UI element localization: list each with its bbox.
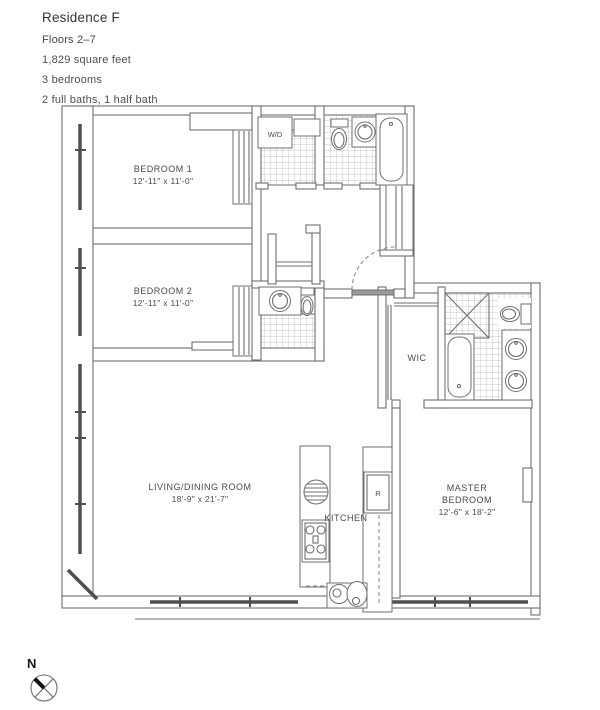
north-compass <box>27 656 57 701</box>
bathtub <box>445 334 474 400</box>
room-wic <box>408 353 427 363</box>
compass-needle <box>35 679 44 688</box>
room-master-bedroom <box>439 483 496 517</box>
floors-line: Floors 2–7 <box>42 34 96 46</box>
kitchen-sink <box>327 582 367 609</box>
wic-rods <box>388 303 438 400</box>
room-living-dining <box>148 482 251 504</box>
refrigerator <box>364 472 392 513</box>
double-vanity <box>502 330 531 400</box>
svg-text:BEDROOM: BEDROOM <box>441 495 493 505</box>
half-bath <box>259 287 314 316</box>
residence-title: Residence F <box>42 10 120 25</box>
linen-closet <box>386 185 413 250</box>
north-label: N <box>27 656 37 671</box>
svg-text:18'-9" x 21'-7": 18'-9" x 21'-7" <box>171 494 229 504</box>
toilet <box>498 298 531 328</box>
room-kitchen <box>324 513 367 523</box>
round-sink <box>304 480 328 504</box>
baths-line: 2 full baths, 1 half bath <box>42 94 158 106</box>
refrigerator-label: R <box>375 489 381 498</box>
bedrooms-line: 3 bedrooms <box>42 74 103 86</box>
sink <box>352 117 378 147</box>
coat-closet-shelf <box>276 262 312 266</box>
area-line: 1,829 square feet <box>42 54 132 66</box>
svg-text:12'-6" x 18'-2": 12'-6" x 18'-2" <box>438 507 496 517</box>
svg-text:BEDROOM 1: BEDROOM 1 <box>133 164 193 174</box>
svg-text:BEDROOM 2: BEDROOM 2 <box>133 286 193 296</box>
svg-text:12'-11" x 11'-0": 12'-11" x 11'-0" <box>132 176 194 186</box>
svg-text:KITCHEN: KITCHEN <box>324 513 368 523</box>
sink <box>259 287 301 315</box>
room-bedroom-2 <box>133 286 194 308</box>
bedroom1-closet <box>233 130 252 204</box>
bedroom2-closet <box>233 286 252 356</box>
svg-text:LIVING/DINING ROOM: LIVING/DINING ROOM <box>148 482 252 492</box>
svg-text:12'-11" x 11'-0": 12'-11" x 11'-0" <box>132 298 194 308</box>
svg-text:WIC: WIC <box>407 353 427 363</box>
room-bedroom-1 <box>133 164 194 186</box>
washer-dryer-label: W/D <box>267 130 283 139</box>
kitchen-area <box>300 446 392 612</box>
toilet <box>301 288 314 316</box>
toilet <box>331 119 348 150</box>
bathtub <box>376 114 407 185</box>
svg-text:MASTER: MASTER <box>446 483 488 493</box>
stove <box>302 520 329 562</box>
